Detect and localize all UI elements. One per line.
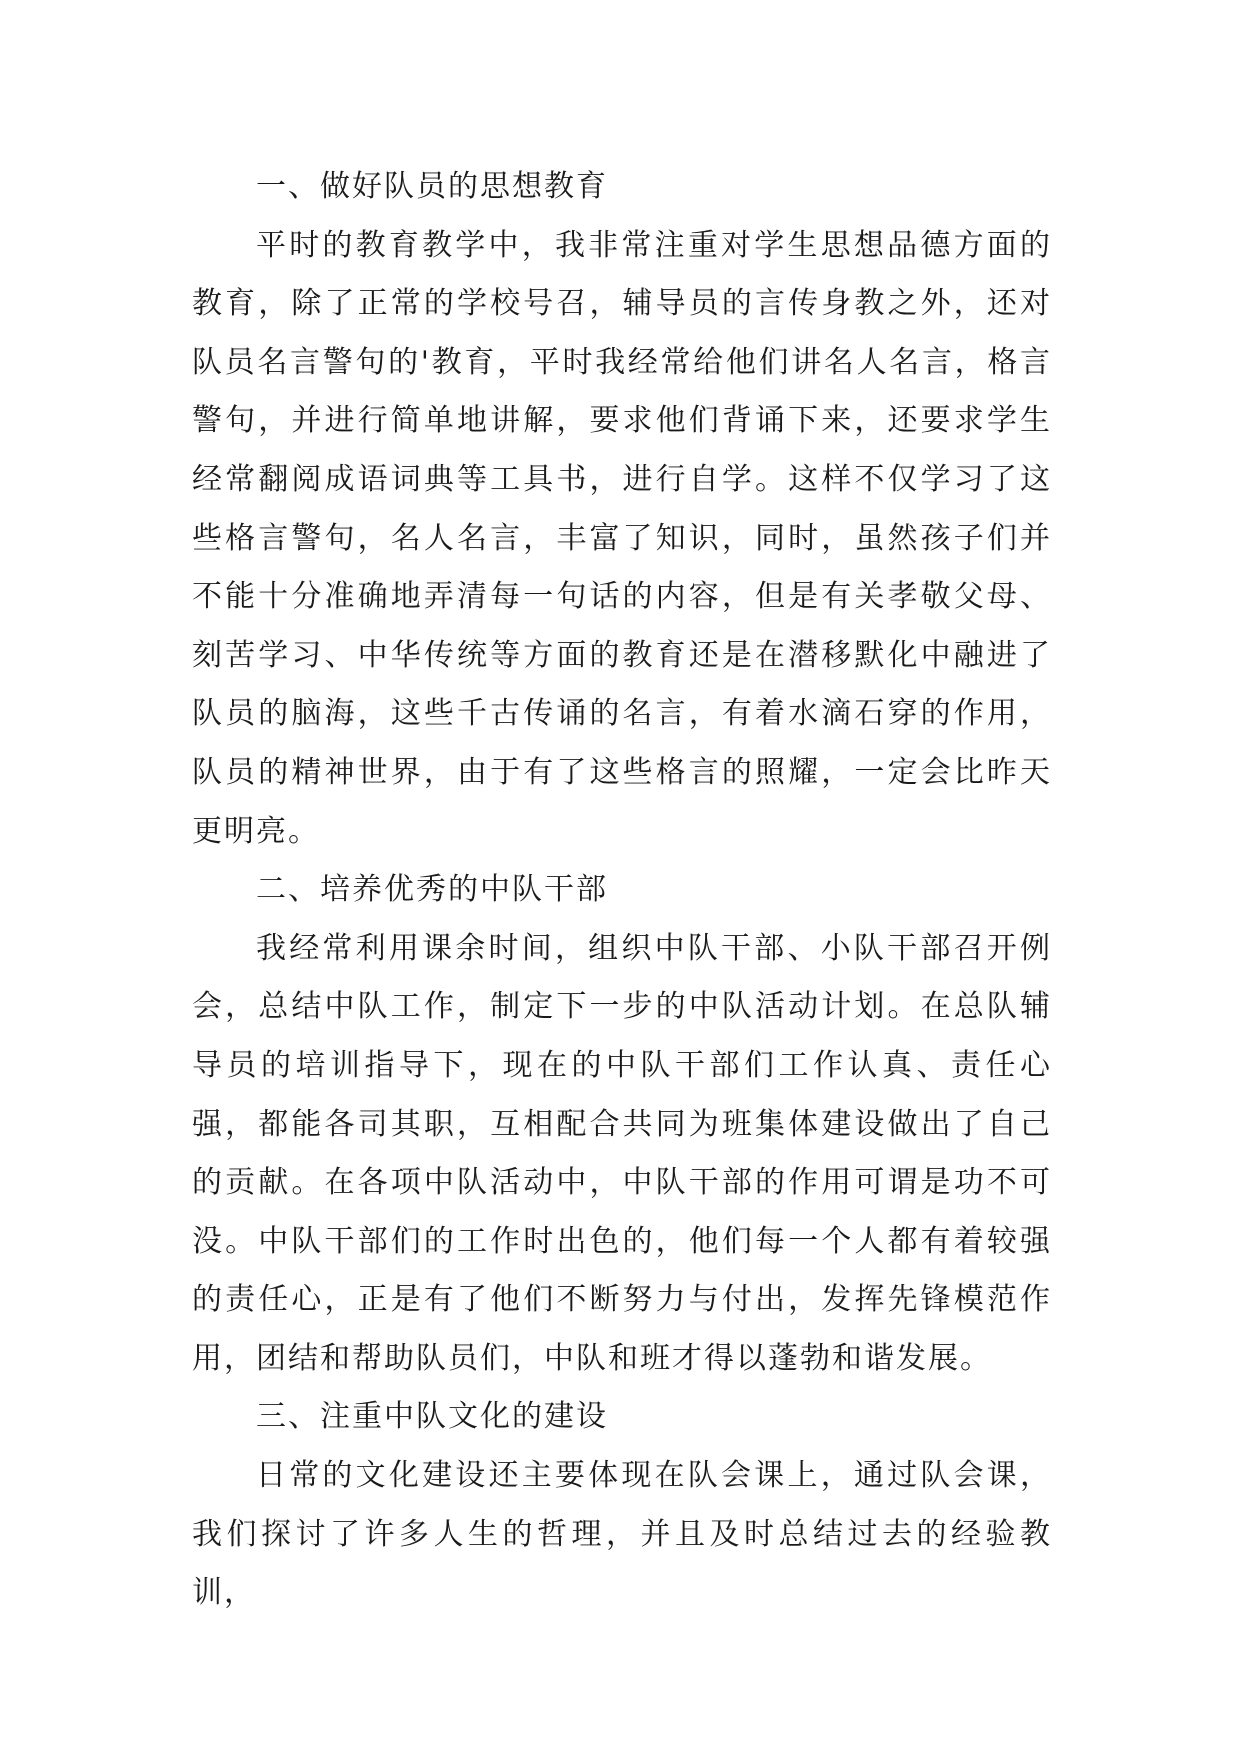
section-heading-3: 三、注重中队文化的建设 (256, 1399, 608, 1435)
section-paragraph-1: 平时的教育教学中，我非常注重对学生思想品德方面的教育，除了正常的学校号召，辅导员的言传身教之外，还对队员名言警句的'教育，平时我经常给他们讲名人名言，格言警句，并进行简单地讲解，要求他们背诵下来，还要求学生经常翻阅成语词典等工具书，进行自学。这样不仅学习了这些格言警句，名人名言，丰富了知识，同时，虽然孩子们并不能十分准确地弄清每一句话的内容，但是有关孝敬父母、刻苦学习、中华传统等方面的教育还是在潜移默化中融进了队员的脑海，这些千古传诵的名言，有着水滴石穿的作用，队员的精神世界，由于有了这些格言的照耀，一定会比昨天更明亮。 (192, 227, 1052, 849)
section-heading-2: 二、培养优秀的中队干部 (256, 872, 608, 908)
section-heading-1: 一、做好队员的思想教育 (256, 169, 608, 204)
section-paragraph-2: 我经常利用课余时间，组织中队干部、小队干部召开例会，总结中队工作，制定下一步的中队活动计划。在总队辅导员的培训指导下，现在的中队干部们工作认真、责任心强，都能各司其职，互相配合共同为班集体建设做出了自己的贡献。在各项中队活动中，中队干部的作用可谓是功不可没。中队干部们的工作时出色的，他们每一个人都有着较强的责任心，正是有了他们不断努力与付出，发挥先锋模范作用，团结和帮助队员们，中队和班才得以蓬勃和谐发展。 (192, 930, 1052, 1376)
section-paragraph-3: 日常的文化建设还主要体现在队会课上，通过队会课，我们探讨了许多人生的哲理，并且及时总结过去的经验教训， (192, 1458, 1052, 1611)
document-body (192, 158, 1052, 1623)
